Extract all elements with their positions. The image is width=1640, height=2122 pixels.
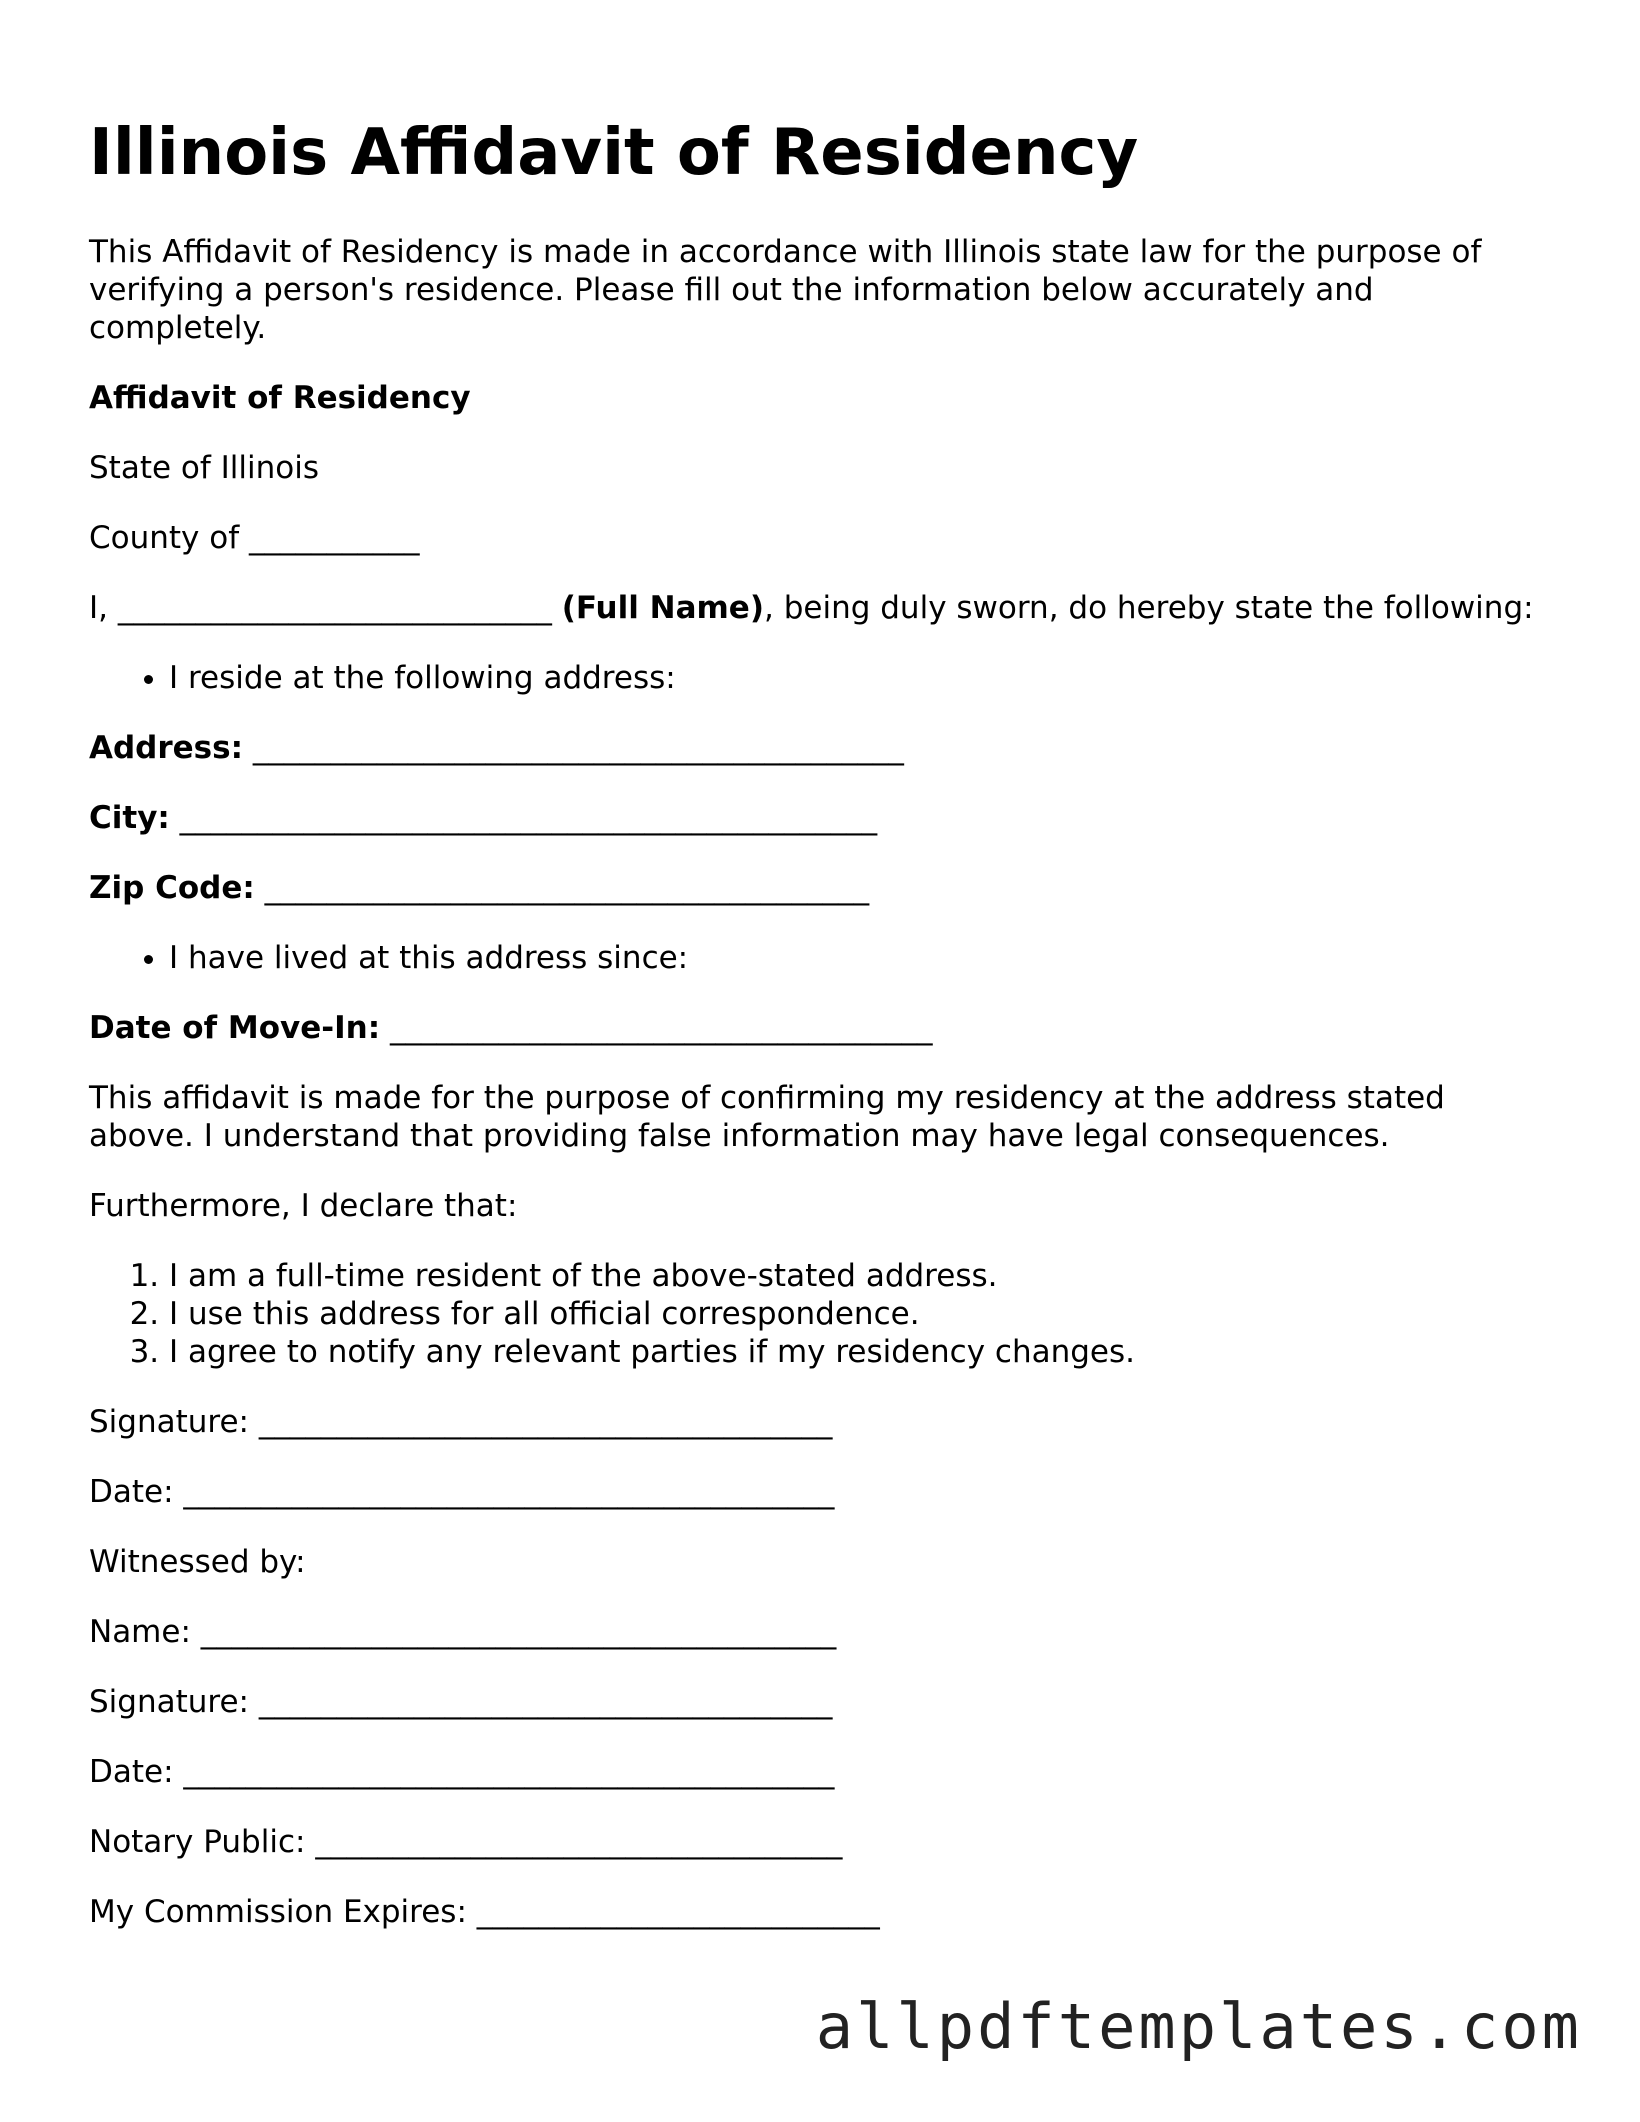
witness-name-label: Name: bbox=[89, 1614, 191, 1650]
signature-blank[interactable]: _____________________________________ bbox=[258, 1404, 833, 1440]
bullet-lived: • I have lived at this address since: bbox=[169, 939, 1559, 977]
witnessed-by-line: Witnessed by: bbox=[89, 1544, 306, 1580]
city-label: City: bbox=[89, 800, 170, 836]
commission-field bbox=[89, 1893, 1559, 1931]
witness-date-label: Date: bbox=[89, 1754, 174, 1790]
commission-label: My Commission Expires: bbox=[89, 1894, 467, 1930]
address-blank[interactable]: __________________________________________ bbox=[252, 730, 904, 766]
date-field bbox=[89, 1473, 1559, 1511]
county-blank[interactable]: ___________ bbox=[249, 520, 420, 556]
notary-blank[interactable]: __________________________________ bbox=[315, 1824, 843, 1860]
address-label: Address: bbox=[89, 730, 243, 766]
signature-field bbox=[89, 1403, 1559, 1441]
notary-field bbox=[89, 1823, 1559, 1861]
full-name-hint: (Full Name) bbox=[561, 590, 764, 626]
commission-blank[interactable]: __________________________ bbox=[476, 1894, 880, 1930]
notary-label: Notary Public: bbox=[89, 1824, 306, 1860]
witness-date-field bbox=[89, 1753, 1559, 1791]
city-field bbox=[89, 799, 1559, 837]
county-field bbox=[89, 519, 1559, 557]
document-body bbox=[89, 233, 1559, 1963]
witness-name-blank[interactable]: _________________________________________ bbox=[200, 1614, 837, 1650]
declarations-list bbox=[89, 1257, 1559, 1371]
declaration-item: 1. I am a full-time resident of the above-stated address. bbox=[169, 1257, 1559, 1295]
state-line: State of Illinois bbox=[89, 450, 320, 486]
move-in-label: Date of Move-In: bbox=[89, 1010, 381, 1046]
declaration-item: 3. I agree to notify any relevant parties if my residency changes. bbox=[169, 1333, 1559, 1371]
declaration-item: 2. I use this address for all official correspondence. bbox=[169, 1295, 1559, 1333]
intro-paragraph: This Affidavit of Residency is made in accordance with Illinois state law for the purpose of verifying a person's residence. Please fill out the information below accurately and completely. bbox=[89, 234, 1482, 346]
oath-statement bbox=[89, 589, 1559, 627]
purpose-paragraph: This affidavit is made for the purpose of confirming my residency at the address stated above. I understand that providing false information may have legal consequences. bbox=[89, 1080, 1445, 1154]
zip-blank[interactable]: _______________________________________ bbox=[264, 870, 870, 906]
lived-bullet-list bbox=[89, 939, 1559, 977]
furthermore-line: Furthermore, I declare that: bbox=[89, 1188, 518, 1224]
oath-suffix: , being duly sworn, do hereby state the following: bbox=[764, 590, 1534, 626]
bullet-reside: • I reside at the following address: bbox=[169, 659, 1559, 697]
date-blank[interactable]: __________________________________________ bbox=[183, 1474, 835, 1510]
county-label: County of bbox=[89, 520, 240, 556]
witness-name-field bbox=[89, 1613, 1559, 1651]
full-name-blank[interactable]: ____________________________ bbox=[117, 590, 552, 626]
watermark: allpdftemplates.com bbox=[815, 1990, 1582, 2063]
signature-label: Signature: bbox=[89, 1404, 249, 1440]
witness-signature-field bbox=[89, 1683, 1559, 1721]
address-field bbox=[89, 729, 1559, 767]
witness-signature-blank[interactable]: _____________________________________ bbox=[258, 1684, 833, 1720]
zip-label: Zip Code: bbox=[89, 870, 255, 906]
page-title: Illinois Affidavit of Residency bbox=[89, 116, 1139, 190]
date-label: Date: bbox=[89, 1474, 174, 1510]
move-in-field bbox=[89, 1009, 1559, 1047]
zip-field bbox=[89, 869, 1559, 907]
city-blank[interactable]: _____________________________________________ bbox=[179, 800, 878, 836]
move-in-blank[interactable]: ___________________________________ bbox=[389, 1010, 933, 1046]
section-heading: Affidavit of Residency bbox=[89, 380, 471, 416]
reside-bullet-list bbox=[89, 659, 1559, 697]
oath-prefix: I, bbox=[89, 590, 108, 626]
witness-date-blank[interactable]: __________________________________________ bbox=[183, 1754, 835, 1790]
witness-signature-label: Signature: bbox=[89, 1684, 249, 1720]
